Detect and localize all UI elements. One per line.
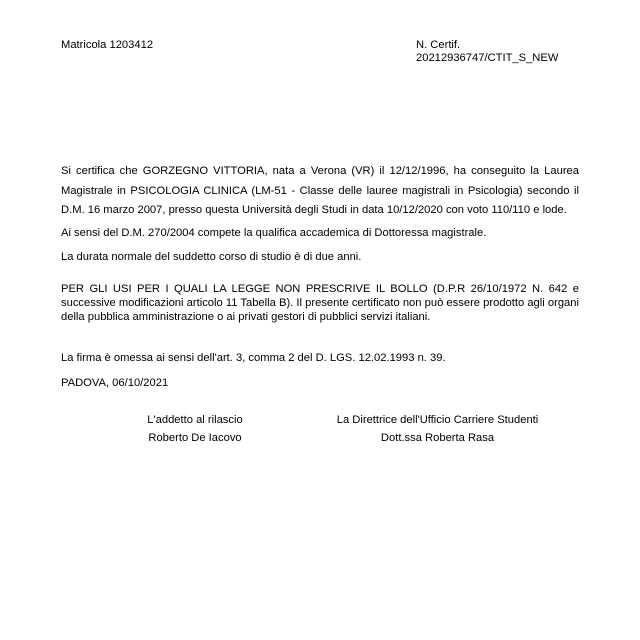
signature-block-director xyxy=(325,411,550,447)
director-role: La Direttrice dell'Ufficio Carriere Studenti xyxy=(336,414,539,426)
certification-paragraph: Si certifica che GORZEGNO VITTORIA, nata a Verona (VR) il 12/12/1996, ha conseguito la Laurea Magistrale in PSICOLOGIA CLINICA (LM-51 - Classe delle lauree magistrali in Psicologia) secondo il D.M. 16 marzo 2007, presso questa Università degli Studi in data 10/12/2020 con voto 110/110 e lode. xyxy=(61,165,579,216)
place-date: PADOVA, 06/10/2021 xyxy=(61,377,169,389)
issuer-name: Roberto De Iacovo xyxy=(148,432,242,444)
certificate-number-label: N. Certif. xyxy=(416,39,461,51)
student-id-number: Matricola 1203412 xyxy=(61,39,154,51)
director-name: Dott.ssa Roberta Rasa xyxy=(380,432,495,444)
signature-block-issuer xyxy=(115,411,275,447)
certificate-number: 20212936747/CTIT_S_NEW xyxy=(416,52,559,64)
signature-omitted-note: La firma è omessa ai sensi dell'art. 3, comma 2 del D. LGS. 12.02.1993 n. 39. xyxy=(61,352,446,364)
qualification-paragraph: Ai sensi del D.M. 270/2004 compete la qualifica accademica di Dottoressa magistrale. xyxy=(61,227,487,239)
stamp-duty-paragraph: PER GLI USI PER I QUALI LA LEGGE NON PRESCRIVE IL BOLLO (D.P.R 26/10/1972 N. 642 e successive modificazioni articolo 11 Tabella B). Il presente certificato non può essere prodotto agli organi della pubblica amministrazione o ai privati gestori di pubblici servizi italiani. xyxy=(61,283,579,323)
duration-paragraph: La durata normale del suddetto corso di studio è di due anni. xyxy=(61,251,362,263)
certificate-number-block xyxy=(416,39,558,65)
issuer-role: L'addetto al rilascio xyxy=(147,414,243,426)
